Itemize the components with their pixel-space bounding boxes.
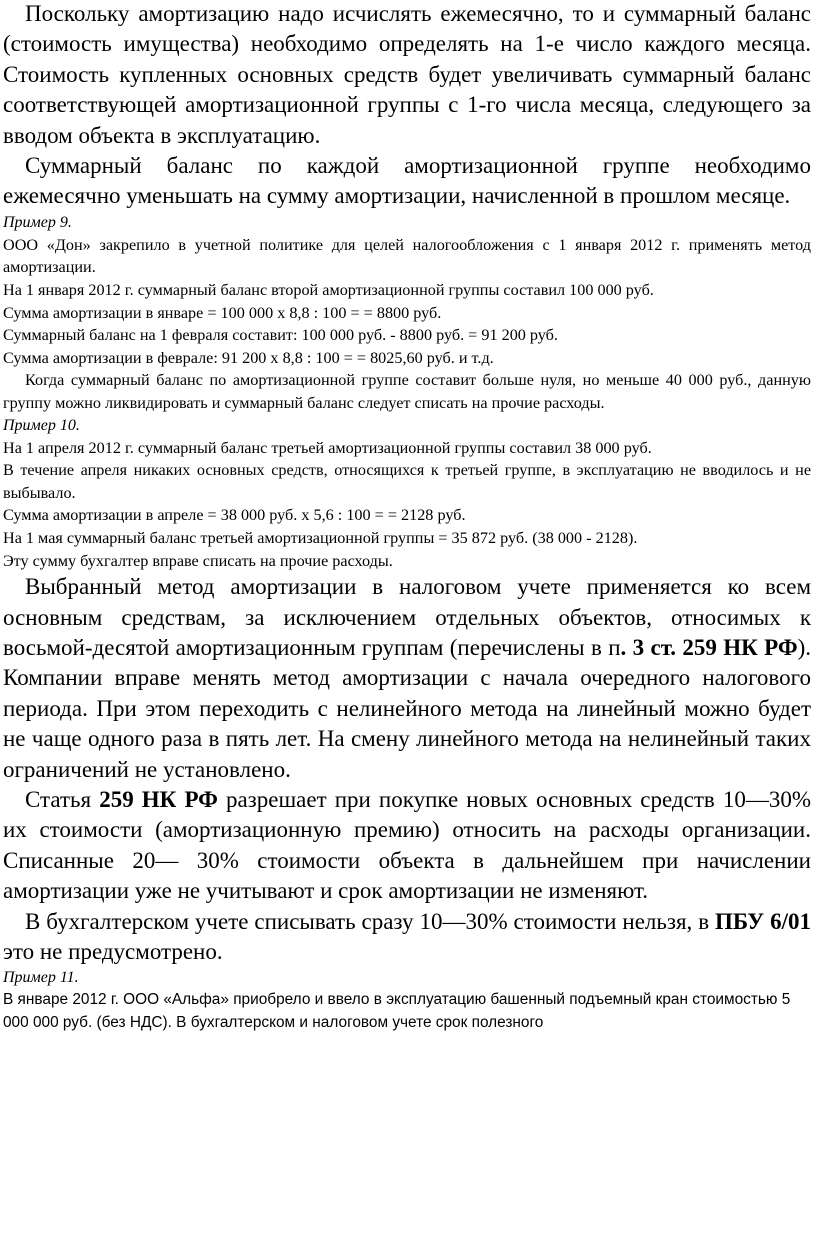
example-10-line: Сумма амортизации в апреле = 38 000 руб. х 5,6 : 100 = = 2128 руб. bbox=[3, 506, 466, 525]
paragraph-method-scope bbox=[3, 572, 811, 785]
example-11-text: В январе 2012 г. ООО «Альфа» приобрело и ввело в эксплуатацию башенный подъемный кран стоимостью 5 000 000 руб. (без НДС). В бухгалтерском и налоговом учете срок полезного bbox=[3, 991, 791, 1032]
paragraph-depreciation-bonus bbox=[3, 785, 811, 907]
text-segment: ). Компании вправе менять метод амортизации с начала очередного налогового периода. При этом переходить с нелинейного метода на линейный можно будет не чаще одного раза в пять лет. На смену линейного метода на нелинейный таких ограничений не установлено. bbox=[3, 634, 811, 782]
paragraph-balance-reduction: Суммарный баланс по каждой амортизационной группе необходимо ежемесячно уменьшать на сумму амортизации, начисленной в прошлом месяце. bbox=[3, 153, 811, 209]
example-9-line: Сумма амортизации в феврале: 91 200 х 8,8 : 100 = = 8025,60 руб. и т.д. bbox=[3, 348, 494, 367]
example-9-line: На 1 января 2012 г. суммарный баланс второй амортизационной группы составил 100 000 руб. bbox=[3, 281, 654, 300]
standard-reference-link: ПБУ 6/01 bbox=[715, 908, 811, 934]
example-10-line: На 1 апреля 2012 г. суммарный баланс третьей амортизационной группы составил 38 000 руб. bbox=[3, 438, 652, 457]
example-10-line: В течение апреля никаких основных средств, относящихся к третьей группе, в эксплуатацию не вводилось и не выбывало. bbox=[3, 461, 811, 502]
example-10 bbox=[3, 415, 811, 573]
example-10-line: На 1 мая суммарный баланс третьей амортизационной группы = 35 872 руб. (38 000 - 2128). bbox=[3, 528, 638, 547]
law-reference-link: . 3 ст. 259 НК РФ bbox=[620, 634, 798, 660]
text-segment: Выбранный метод амортизации в налоговом учете применяется ко всем основным средствам, за исключением отдельных объектов, относимых к восьмой-десятой амортизационным группам (перечислены в п bbox=[3, 574, 811, 660]
example-9-label: Пример 9. bbox=[3, 213, 72, 231]
paragraph-depreciation-monthly: Поскольку амортизацию надо исчислять ежемесячно, то и суммарный баланс (стоимость имущества) необходимо определять на 1-е число каждого месяца. Стоимость купленных основных средств будет увеличивать суммарный баланс соответствующей амортизационной группы с 1-го числа месяца, следующего за вводом объекта в эксплуатацию. bbox=[3, 1, 811, 148]
paragraph-accounting-rule bbox=[3, 907, 811, 968]
text-segment: В бухгалтерском учете списывать сразу 10—30% стоимости нельзя, в bbox=[25, 908, 716, 934]
text-segment: это не предусмотрено. bbox=[3, 939, 223, 965]
example-10-label: Пример 10. bbox=[3, 416, 80, 434]
example-11 bbox=[3, 967, 811, 1035]
law-reference-link: 259 НК РФ bbox=[99, 787, 218, 812]
document-page bbox=[3, 0, 811, 1035]
example-9-note: Когда суммарный баланс по амортизационной группе составит больше нуля, но меньше 40 000 руб., данную группу можно ликвидировать и суммарный баланс следует списать на прочие расходы. bbox=[3, 371, 811, 412]
example-9-line: Сумма амортизации в январе = 100 000 х 8,8 : 100 = = 8800 руб. bbox=[3, 303, 442, 322]
example-11-label: Пример 11. bbox=[3, 969, 79, 987]
example-10-line: Эту сумму бухгалтер вправе списать на прочие расходы. bbox=[3, 551, 393, 570]
example-9-line: Суммарный баланс на 1 февраля составит: 100 000 руб. - 8800 руб. = 91 200 руб. bbox=[3, 326, 558, 345]
example-9 bbox=[3, 212, 811, 415]
example-9-line: ООО «Дон» закрепило в учетной политике для целей налогообложения с 1 января 2012 г. применять метод амортизации. bbox=[3, 235, 811, 277]
text-segment: разрешает при покупке новых основных средств 10—30% их стоимости (амортизационную премию) относить на расходы организации. Списанные 20— 30% стоимости объекта в дальнейшем при начислении амортизации уже не учитывают и срок амортизации не изменяют. bbox=[3, 787, 811, 904]
text-segment: Статья bbox=[25, 787, 100, 812]
